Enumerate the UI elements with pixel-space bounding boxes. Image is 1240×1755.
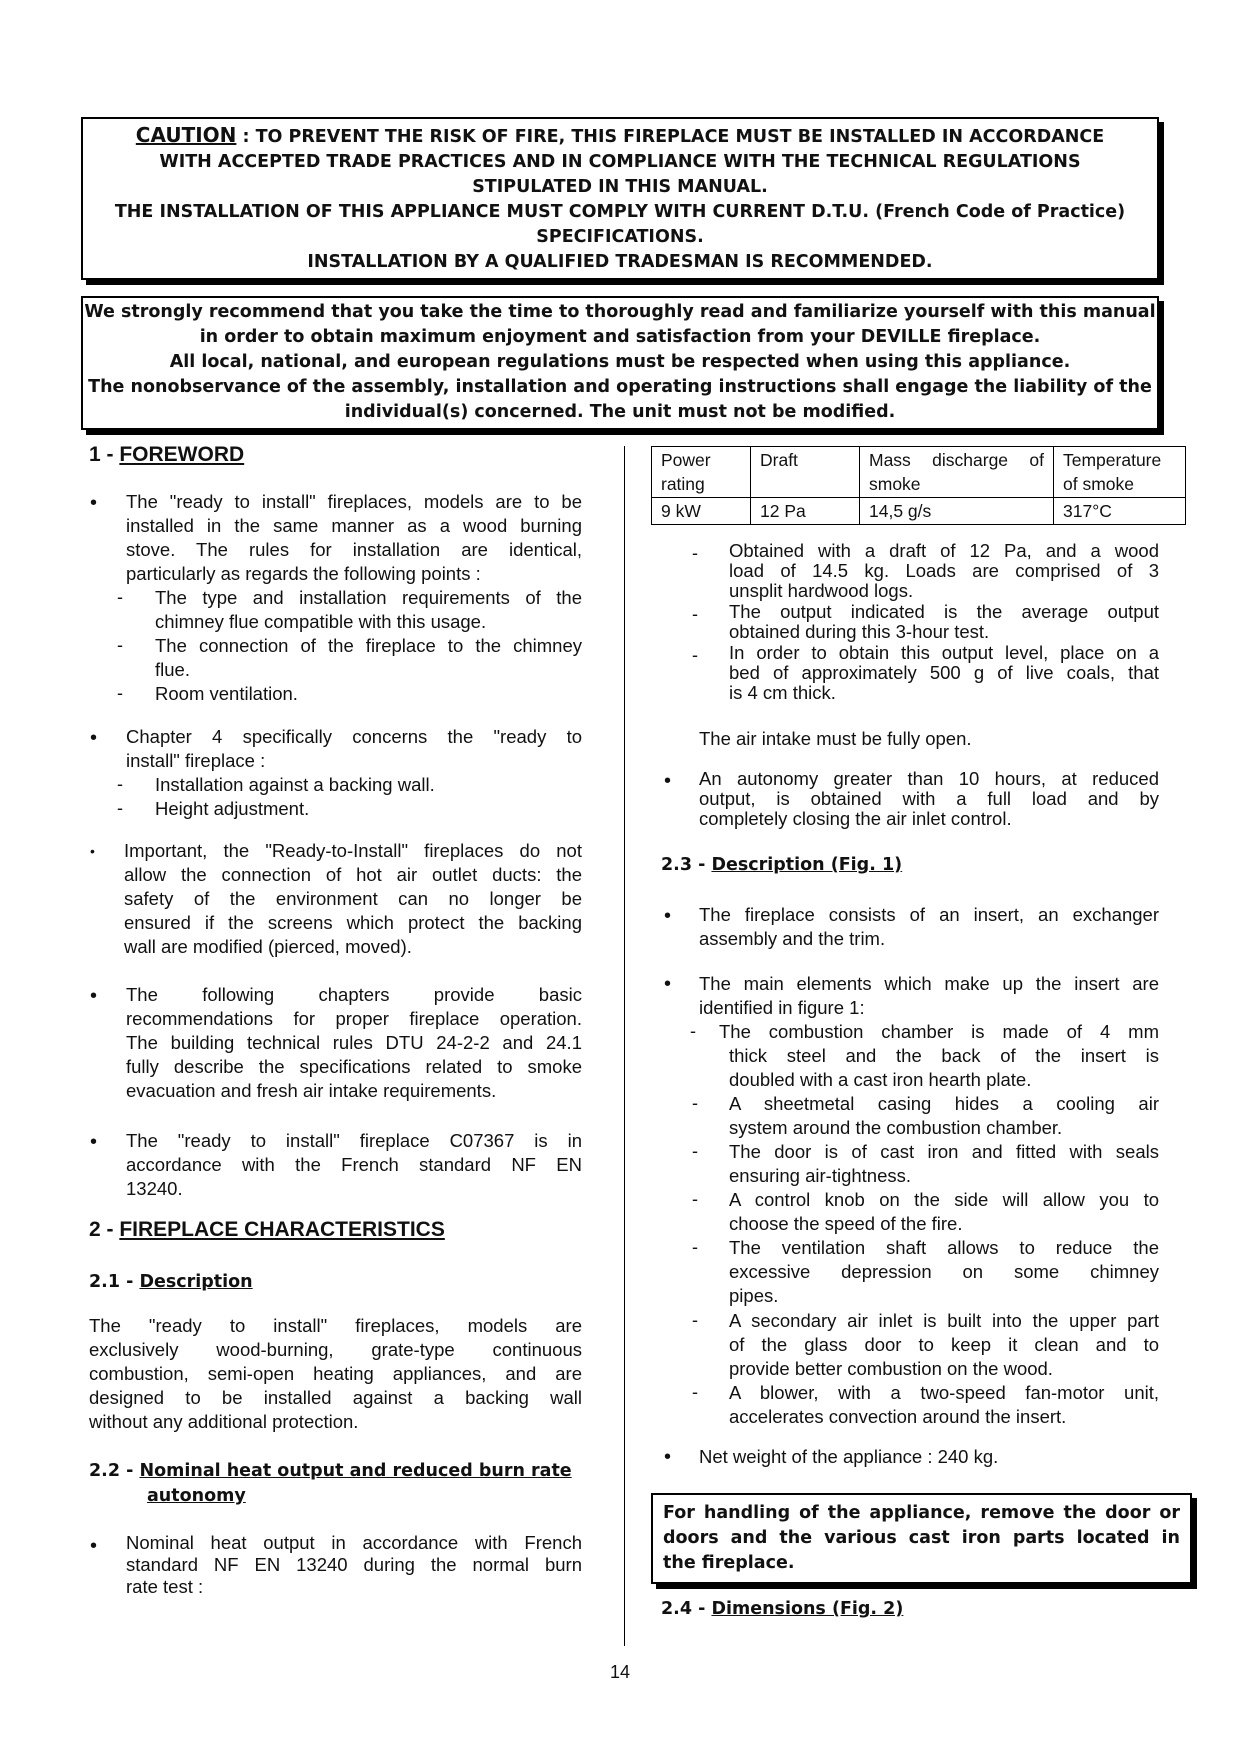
caution-line: INSTALLATION BY A QUALIFIED TRADESMAN IS RECOMMENDED. [307,252,933,272]
bullet: • [664,973,672,995]
dash: - [117,774,123,794]
foreword-bullet-3: Important, the "Ready-to-Install" fireplaces do not allow the connection of hot air outlet ducts: the safety of the environment can no longer be ensured if the screens which protect the backing wall are modified (pierced, moved). [124,840,582,957]
element-1: The combustion chamber is made of 4 mm [719,1021,1159,1042]
dash: - [692,645,698,665]
foreword-sub-3: Room ventilation. [155,683,298,704]
dash: - [690,1021,696,1041]
foreword-bullet-4: The following chapters provide basic recommendations for proper fireplace operation. The building technical rules DTU 24-2-2 and 24.1 fully describe the specifications related to smoke evacuation and fresh air intake requirements. [126,984,582,1101]
caution-box [81,117,1159,280]
foreword-sub-2: The connection of the fireplace to the chimney flue. [155,635,582,680]
table-header-cell: Draft [751,447,860,498]
foreword-bullet-2: Chapter 4 specifically concerns the "ready to install" fireplace : [126,726,582,771]
bullet: • [90,1535,98,1557]
air-intake-note: The air intake must be fully open. [699,728,972,749]
test-note-3: In order to obtain this output level, place on a bed of approximately 500 g of live coals, that is 4 cm thick. [729,642,1159,703]
section-2-1-text: The "ready to install" fireplaces, models are exclusively wood-burning, grate-type continuous combustion, semi-open heating appliances, and are designed to be installed against a backing wall without any additional protection. [89,1315,582,1432]
recommend-line: individual(s) concerned. The unit must not be modified. [344,402,896,422]
bullet: • [90,843,95,859]
test-note-1: Obtained with a draft of 12 Pa, and a wood load of 14.5 kg. Loads are comprised of 3 unsplit hardwood logs. [729,540,1159,601]
dash: - [692,1237,698,1257]
table-cell: 9 kW [652,498,751,525]
caution-line: CAUTION : TO PREVENT THE RISK OF FIRE, THIS FIREPLACE MUST BE INSTALLED IN ACCORDANCE [135,123,1105,147]
consists-bullet: The fireplace consists of an insert, an exchanger assembly and the trim. [699,904,1159,949]
dash: - [117,587,123,607]
caution-line: SPECIFICATIONS. [536,227,704,247]
element-7: A blower, with a two-speed fan-motor unit, accelerates convection around the insert. [729,1382,1159,1427]
handling-note-box: For handling of the appliance, remove the door or doors and the various cast iron parts located in the fireplace. [651,1493,1192,1584]
section-2-1-heading: 2.1 - Description [89,1272,253,1292]
output-table [651,446,1186,525]
dash: - [692,1189,698,1209]
recommend-line: All local, national, and european regulations must be respected when using this appliance. [169,352,1071,372]
dash: - [117,798,123,818]
characteristics-heading: 2 - FIREPLACE CHARACTERISTICS [89,1218,445,1241]
element-3: The door is of cast iron and fitted with seals ensuring air-tightness. [729,1141,1159,1186]
dash: - [692,1141,698,1161]
caution-label: CAUTION [135,123,237,147]
section-2-3-heading: 2.3 - Description (Fig. 1) [661,855,903,875]
foreword-sub-4: Installation against a backing wall. [155,774,435,795]
element-5: The ventilation shaft allows to reduce the excessive depression on some chimney pipes. [729,1237,1159,1306]
foreword-bullet-1: The "ready to install" fireplaces, models are to be installed in the same manner as a wood burning stove. The rules for installation are identical, particularly as regards the following points : [126,491,582,584]
net-weight-bullet: Net weight of the appliance : 240 kg. [699,1446,999,1467]
table-header-row [652,447,1186,498]
dash: - [692,1310,698,1330]
table-row [652,498,1186,525]
recommend-line: in order to obtain maximum enjoyment and satisfaction from your DEVILLE fireplace. [199,327,1041,347]
caution-line: THE INSTALLATION OF THIS APPLIANCE MUST COMPLY WITH CURRENT D.T.U. (French Code of Practice) [114,202,1126,222]
page-number: 14 [609,1662,631,1682]
bullet: • [664,770,672,792]
test-note-2: The output indicated is the average output obtained during this 3-hour test. [729,601,1159,642]
caution-line: WITH ACCEPTED TRADE PRACTICES AND IN COMPLIANCE WITH THE TECHNICAL REGULATIONS [159,152,1081,172]
element-4: A control knob on the side will allow you to choose the speed of the fire. [729,1189,1159,1234]
foreword-bullet-5: The "ready to install" fireplace C07367 is in accordance with the French standard NF EN 13240. [126,1130,582,1199]
bullet: • [664,905,672,927]
recommend-box [81,296,1159,430]
table-header-cell: Temperature of smoke [1054,447,1186,498]
recommend-line: The nonobservance of the assembly, installation and operating instructions shall engage the liability of the [88,377,1152,397]
section-2-2-bullet: Nominal heat output in accordance with French standard NF EN 13240 during the normal burn rate test : [126,1532,582,1597]
column-divider [624,446,625,1646]
dash: - [692,1382,698,1402]
recommend-line: We strongly recommend that you take the time to thoroughly read and familiarize yourself with this manual [84,302,1156,322]
table-header-cell: Power rating [652,447,751,498]
table-cell: 317°C [1054,498,1186,525]
table-cell: 14,5 g/s [860,498,1054,525]
main-elements-bullet: The main elements which make up the insert are identified in figure 1: [699,973,1159,1018]
element-2: A sheetmetal casing hides a cooling air system around the combustion chamber. [729,1093,1159,1138]
element-6: A secondary air inlet is built into the upper part of the glass door to keep it clean and to provide better combustion on the wood. [729,1310,1159,1379]
table-cell: 12 Pa [751,498,860,525]
section-2-2-heading: 2.2 - Nominal heat output and reduced burn rate autonomy [89,1461,572,1506]
dash: - [117,635,123,655]
section-2-4-heading: 2.4 - Dimensions (Fig. 2) [661,1599,904,1619]
dash: - [692,543,698,563]
autonomy-bullet: An autonomy greater than 10 hours, at reduced output, is obtained with a full load and by completely closing the air inlet control. [699,768,1159,829]
bullet: • [90,492,98,514]
dash: - [692,604,698,624]
dash: - [117,683,123,703]
bullet: • [664,1446,672,1468]
element-1-cont: thick steel and the back of the insert is doubled with a cast iron hearth plate. [729,1045,1159,1090]
foreword-sub-5: Height adjustment. [155,798,310,819]
bullet: • [90,985,98,1007]
bullet: • [90,1131,98,1153]
foreword-heading: 1 - FOREWORD [89,443,245,466]
table-header-cell: Mass discharge of smoke [860,447,1054,498]
caution-line: STIPULATED IN THIS MANUAL. [472,177,768,197]
bullet: • [90,727,98,749]
foreword-sub-1: The type and installation requirements of the chimney flue compatible with this usage. [155,587,582,632]
dash: - [692,1093,698,1113]
